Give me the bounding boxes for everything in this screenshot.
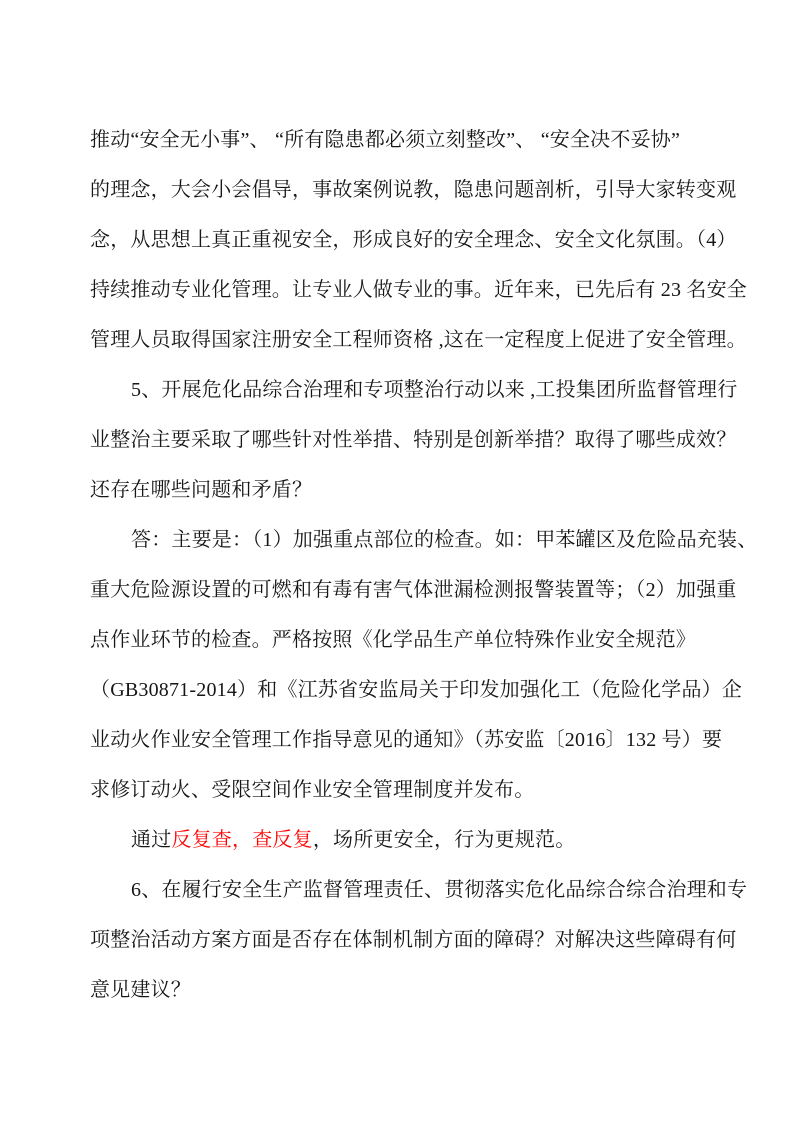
- text-line: [90, 715, 723, 765]
- text-segment: 管理人员取得国家注册安全工程师资格 ,这在一定程度上促进了安全管理。: [90, 329, 747, 351]
- text-segment: 还存在哪些问题和矛盾？: [90, 479, 313, 501]
- highlighted-text-segment: 反复查，查反复: [171, 829, 313, 851]
- text-line: [90, 215, 737, 265]
- text-line: [90, 515, 758, 565]
- text-segment: 答：主要是：（1）加强重点部位的检查。如：甲苯罐区及危险品充装、: [131, 529, 758, 551]
- text-line: [90, 615, 715, 665]
- text-segment: 重大危险源设置的可燃和有毒有害气体泄漏检测报警装置等；（2）加强重: [90, 579, 737, 601]
- text-line: [90, 115, 715, 165]
- text-segment: （GB30871-2014）和《江苏省安监局关于印发加强化工（危险化学品）企: [90, 679, 743, 701]
- text-line: [90, 965, 715, 1015]
- text-line: [90, 665, 743, 715]
- text-segment: 通过: [131, 829, 172, 851]
- text-segment: 念，从思想上真正重视安全，形成良好的安全理念、安全文化氛围。（4）: [90, 229, 737, 251]
- text-segment: 点作业环节的检查。严格按照《化学品生产单位特殊作业安全规范》: [90, 629, 696, 651]
- text-segment: 的理念，大会小会倡导，事故案例说教，隐患问题剖析，引导大家转变观: [90, 179, 737, 201]
- text-segment: 5、开展危化品综合治理和专项整治行动以来 ,工投集团所监督管理行: [131, 379, 738, 401]
- text-line: [90, 915, 737, 965]
- text-segment: 意见建议？: [90, 979, 191, 1001]
- text-line: [90, 565, 737, 615]
- text-line: [90, 365, 738, 415]
- text-segment: ，场所更安全，行为更规范。: [312, 829, 576, 851]
- text-segment: 业整治主要采取了哪些针对性举措、特别是创新举措？取得了哪些成效？: [90, 429, 737, 451]
- text-segment: 求修订动火、受限空间作业安全管理制度并发布。: [90, 779, 535, 801]
- text-segment: 推动“安全无小事”、 “所有隐患都必须立刻整改”、 “安全决不妥协”: [90, 129, 681, 151]
- text-line: [90, 765, 715, 815]
- text-line: [90, 315, 747, 365]
- text-segment: 6、在履行安全生产监督管理责任、贯彻落实危化品综合综合治理和专: [131, 879, 748, 901]
- text-line: [90, 265, 747, 315]
- text-segment: 项整治活动方案方面是否存在体制机制方面的障碍？对解决这些障碍有何: [90, 929, 737, 951]
- document-text-block: [90, 115, 758, 1015]
- text-line: [90, 815, 715, 865]
- text-segment: 业动火作业安全管理工作指导意见的通知》（苏安监〔2016〕132 号）要: [90, 729, 723, 751]
- text-line: [90, 465, 715, 515]
- text-line: [90, 165, 737, 215]
- text-line: [90, 415, 737, 465]
- text-segment: 持续推动专业化管理。让专业人做专业的事。近年来，已先后有 23 名安全: [90, 279, 747, 301]
- text-line: [90, 865, 748, 915]
